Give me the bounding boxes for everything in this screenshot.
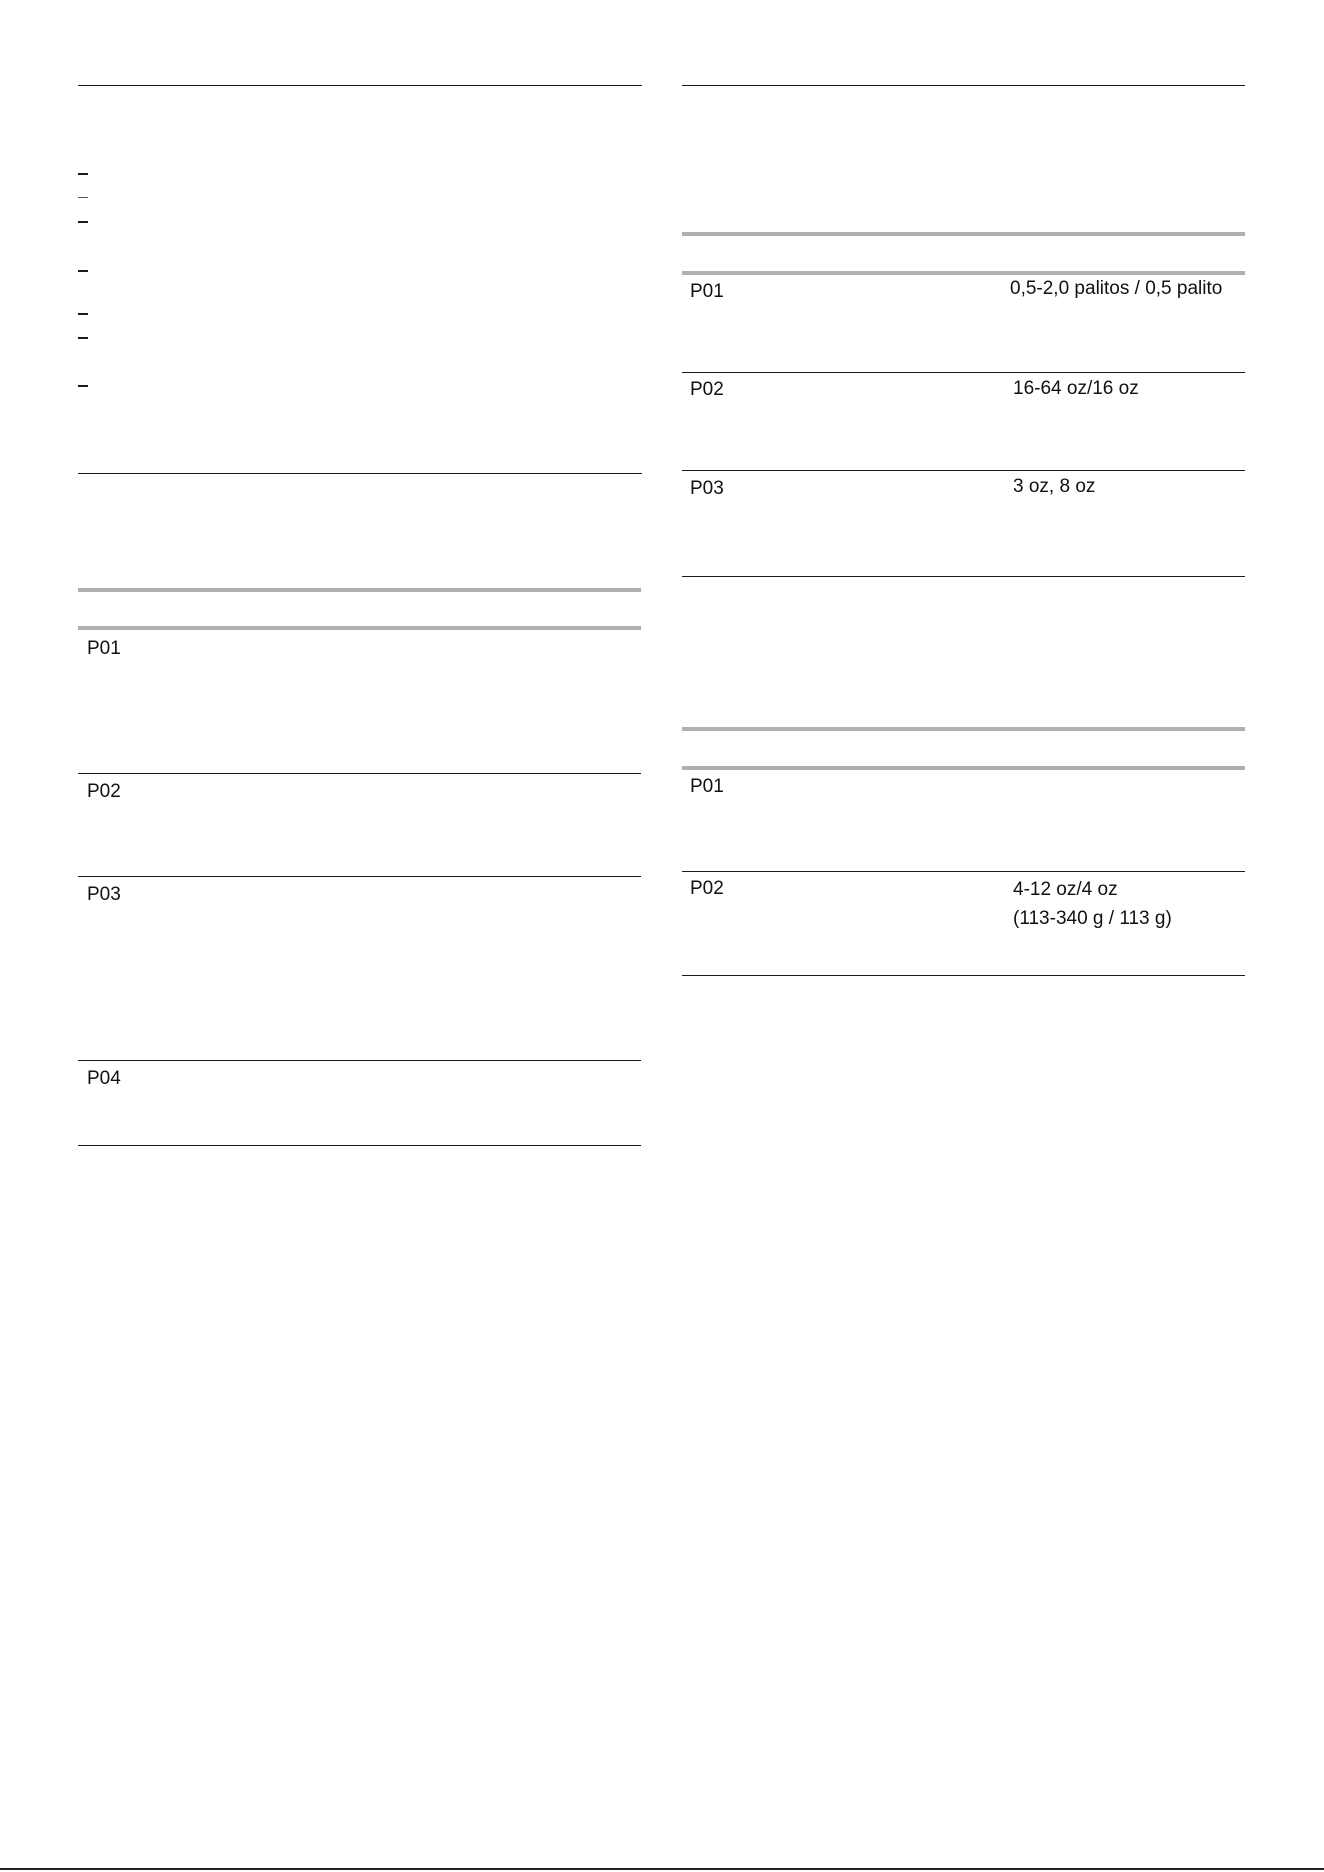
quantity-range: 4-12 oz/4 oz <box>1013 879 1118 900</box>
table-header-rule-bottom <box>78 626 641 630</box>
program-code: P02 <box>690 379 724 400</box>
program-code: P02 <box>690 878 724 899</box>
list-bullet <box>78 221 88 223</box>
quantity-range: 0,5-2,0 palitos / 0,5 palito <box>1010 278 1223 299</box>
right-section-top-rule <box>682 85 1245 86</box>
row-divider <box>78 773 641 774</box>
program-code: P04 <box>87 1068 121 1089</box>
left-section-top-rule <box>78 85 642 86</box>
table-header-rule-top <box>682 232 1245 236</box>
table-header-rule-bottom <box>682 766 1245 770</box>
quantity-range: 3 oz, 8 oz <box>1013 476 1096 497</box>
program-code: P03 <box>87 884 121 905</box>
program-code: P01 <box>690 281 724 302</box>
row-divider <box>78 876 641 877</box>
list-bullet <box>78 337 88 339</box>
quantity-range-metric: (113-340 g / 113 g) <box>1013 908 1172 929</box>
list-bullet <box>78 270 88 272</box>
table-bottom-rule <box>682 576 1245 577</box>
table-header-rule-top <box>78 588 641 592</box>
program-code: P01 <box>87 638 121 659</box>
row-divider <box>682 372 1245 373</box>
list-bullet <box>78 173 88 175</box>
page-bottom-edge <box>0 1868 1324 1870</box>
table-header-rule-bottom <box>682 271 1245 275</box>
row-divider <box>682 470 1245 471</box>
list-bullet <box>78 385 88 387</box>
table-bottom-rule <box>78 1145 641 1146</box>
program-code: P01 <box>690 776 724 797</box>
list-bullet <box>78 197 88 198</box>
program-code: P03 <box>690 478 724 499</box>
row-divider <box>682 871 1245 872</box>
table-header-rule-top <box>682 727 1245 731</box>
quantity-range: 16-64 oz/16 oz <box>1013 378 1139 399</box>
program-code: P02 <box>87 781 121 802</box>
list-bullet <box>78 313 88 315</box>
row-divider <box>78 1060 641 1061</box>
left-section-divider <box>78 473 642 474</box>
table-bottom-rule <box>682 975 1245 976</box>
